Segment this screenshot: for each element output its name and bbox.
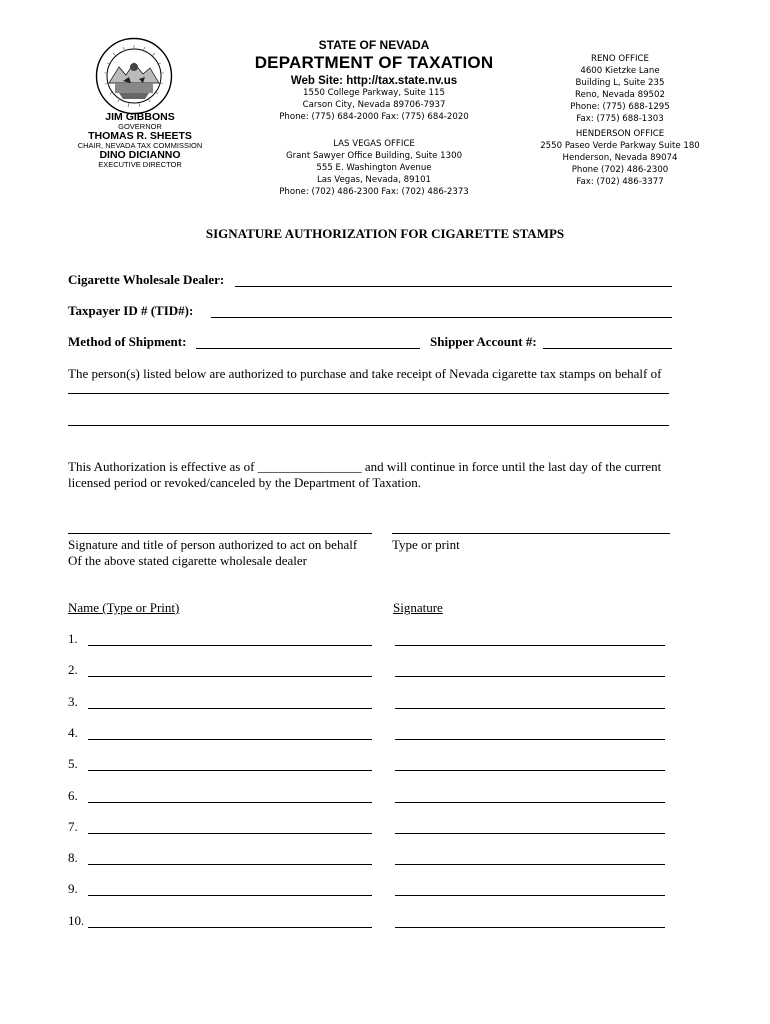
- address-line: Henderson, Nevada 89074: [562, 153, 678, 163]
- effective-prefix: This Authorization is effective as of: [68, 459, 255, 474]
- effective-date-field[interactable]: ________________: [257, 459, 362, 474]
- signature-field[interactable]: [395, 645, 665, 646]
- row-number: 2.: [68, 662, 78, 677]
- authorized-type-print-field[interactable]: [392, 533, 670, 534]
- address-line: Phone (702) 486-2300: [571, 165, 669, 175]
- effective-suffix: and will continue in force until the last day of the current: [364, 459, 662, 474]
- name-field[interactable]: [88, 895, 372, 896]
- taxpayer-id-label: Taxpayer ID # (TID#):: [68, 303, 194, 318]
- department-name: DEPARTMENT OF TAXATION: [254, 53, 494, 72]
- name-field[interactable]: [88, 708, 372, 709]
- signature-field[interactable]: [395, 676, 665, 677]
- name-field[interactable]: [88, 770, 372, 771]
- signature-column-header: Signature: [393, 600, 443, 615]
- taxpayer-id-field[interactable]: [211, 317, 672, 318]
- address-line: Reno, Nevada 89502: [575, 90, 665, 100]
- name-field[interactable]: [88, 864, 372, 865]
- row-number: 10.: [68, 913, 85, 928]
- director-name: DINO DICIANNO: [99, 148, 181, 161]
- row-number: 8.: [68, 850, 78, 865]
- name-field[interactable]: [88, 833, 372, 834]
- authorization-statement: The person(s) listed below are authorized to purchase and take receipt of Nevada cigarette tax stamps on behalf of: [68, 366, 662, 381]
- chair-name: THOMAS R. SHEETS: [88, 129, 192, 142]
- address-line: Carson City, Nevada 89706-7937: [302, 100, 446, 110]
- governor-title: GOVERNOR: [118, 122, 162, 132]
- row-number: 5.: [68, 756, 78, 771]
- address-line: 555 E. Washington Avenue: [316, 163, 432, 173]
- row-number: 3.: [68, 694, 78, 709]
- director-title: EXECUTIVE DIRECTOR: [98, 159, 182, 169]
- authorized-signature-field[interactable]: [68, 533, 372, 534]
- office-title: LAS VEGAS OFFICE: [333, 139, 415, 149]
- office-title: RENO OFFICE: [591, 54, 649, 64]
- address-line: Building L, Suite 235: [575, 78, 665, 88]
- signature-field[interactable]: [395, 895, 665, 896]
- name-field[interactable]: [88, 802, 372, 803]
- address-line: Phone: (702) 486-2300 Fax: (702) 486-2373: [279, 187, 469, 197]
- shipment-method-label: Method of Shipment:: [68, 334, 187, 349]
- henderson-office: [528, 128, 712, 188]
- signature-caption-line-1: Signature and title of person authorized to act on behalf: [68, 537, 358, 552]
- state-name: STATE OF NEVADA: [318, 38, 430, 52]
- row-number: 6.: [68, 788, 78, 803]
- signature-field[interactable]: [395, 708, 665, 709]
- department-header: [240, 38, 508, 123]
- row-number: 7.: [68, 819, 78, 834]
- officials-block: [60, 112, 220, 169]
- signature-field[interactable]: [395, 927, 665, 928]
- address-line: Las Vegas, Nevada, 89101: [316, 175, 431, 185]
- dealer-name-field-line-1[interactable]: [68, 393, 669, 394]
- form-title: SIGNATURE AUTHORIZATION FOR CIGARETTE STAMPS: [205, 226, 565, 241]
- address-line: Phone: (775) 688-1295: [570, 102, 670, 112]
- row-number: 9.: [68, 881, 78, 896]
- signature-field[interactable]: [395, 802, 665, 803]
- las-vegas-office: [240, 138, 508, 198]
- effective-date-statement: [68, 459, 661, 475]
- name-field[interactable]: [88, 676, 372, 677]
- row-number: 4.: [68, 725, 78, 740]
- address-line: Fax: (702) 486-3377: [576, 177, 664, 187]
- dealer-label: Cigarette Wholesale Dealer:: [68, 272, 225, 287]
- name-column-header: Name (Type or Print): [68, 600, 180, 615]
- main-office-address: [240, 87, 508, 123]
- address-line: 2550 Paseo Verde Parkway Suite 180: [540, 141, 700, 151]
- type-print-caption: Type or print: [392, 537, 460, 552]
- signature-field[interactable]: [395, 739, 665, 740]
- shipment-method-field[interactable]: [196, 348, 420, 349]
- dealer-field[interactable]: [235, 286, 672, 287]
- name-field[interactable]: [88, 645, 372, 646]
- shipper-account-label: Shipper Account #:: [430, 334, 537, 349]
- name-field[interactable]: [88, 739, 372, 740]
- office-title: HENDERSON OFFICE: [575, 129, 665, 139]
- address-line: Grant Sawyer Office Building, Suite 1300: [285, 151, 463, 161]
- address-line: 1550 College Parkway, Suite 115: [303, 88, 445, 98]
- dealer-name-field-line-2[interactable]: [68, 425, 669, 426]
- governor-name: JIM GIBBONS: [105, 111, 175, 123]
- chair-title: CHAIR, NEVADA TAX COMMISSION: [77, 140, 203, 150]
- name-field[interactable]: [88, 927, 372, 928]
- row-number: 1.: [68, 631, 78, 646]
- effective-date-statement-line-2: licensed period or revoked/canceled by the Department of Taxation.: [68, 475, 421, 490]
- address-line: 4600 Kietzke Lane: [580, 66, 660, 76]
- signature-field[interactable]: [395, 864, 665, 865]
- signature-field[interactable]: [395, 770, 665, 771]
- signature-caption-line-2: Of the above stated cigarette wholesale dealer: [68, 553, 307, 568]
- address-line: Phone: (775) 684-2000 Fax: (775) 684-2020: [279, 112, 469, 122]
- nevada-state-seal-icon: [95, 37, 173, 115]
- website: Web Site: http://tax.state.nv.us: [290, 75, 458, 87]
- signature-field[interactable]: [395, 833, 665, 834]
- shipper-account-field[interactable]: [543, 348, 672, 349]
- address-line: Fax: (775) 688-1303: [576, 114, 664, 124]
- reno-office: [540, 53, 700, 125]
